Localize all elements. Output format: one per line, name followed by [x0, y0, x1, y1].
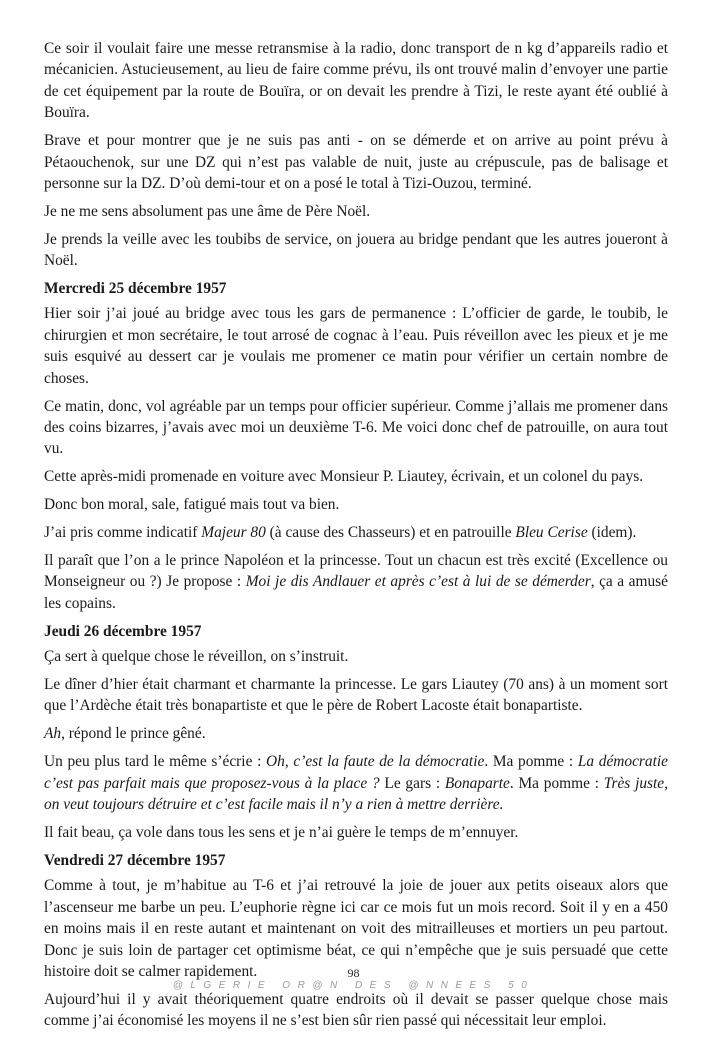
- paragraph: [44, 466, 668, 487]
- italic-run: Ah: [44, 725, 62, 743]
- text-run: Aujourd’hui il y avait théoriquement quatre endroits où il devait se passer quelque chose mais comme j’ai économisé les moyens il ne s’est bien sûr rien passé qui nécessitait leur emploi.: [44, 990, 668, 1030]
- italic-run: Très juste, on veut toujours détruire et c’est facile mais il n’y a rien à mettre derrière.: [44, 774, 668, 814]
- paragraph: [44, 989, 668, 1032]
- date-heading: [44, 850, 668, 871]
- page-body: [44, 38, 668, 1038]
- paragraph: [44, 646, 668, 667]
- paragraph: [44, 550, 668, 614]
- paragraph: [44, 674, 668, 717]
- italic-run: Moi je dis Andlauer et après c’est à lui de se démerder: [245, 573, 591, 591]
- paragraph: [44, 229, 668, 272]
- italic-run: Bleu Cerise: [515, 524, 588, 542]
- paragraph: [44, 303, 668, 389]
- text-run: Comme à tout, je m’habitue au T-6 et j’ai retrouvé la joie de jouer aux petits oiseaux alors que l’ascenseur me barbe un peu. L’euphorie règne ici car ce mois fut un mois record. Soit il y en a 450 en moins mais il en reste autant et maintenant on voit des mitrailleuses et mortiers un peu partout. Donc je suis loin de partager cet optimisme béat, ce qui n’empêche que je suis persuadé que cette histoire doit se calmer rapidement.: [44, 877, 668, 980]
- text-run: Je prends la veille avec les toubibs de service, on jouera au bridge pendant que les autres joueront à Noël.: [44, 230, 668, 270]
- page-number: 98: [347, 966, 360, 980]
- text-run: Donc bon moral, sale, fatigué mais tout va bien.: [44, 496, 340, 514]
- date-heading: [44, 278, 668, 299]
- date-heading: [44, 621, 668, 642]
- text-run: (idem).: [587, 524, 637, 542]
- text-run: Je ne me sens absolument pas une âme de Père Noël.: [44, 202, 371, 220]
- paragraph: [44, 751, 668, 815]
- italic-run: La démocratie c’est pas parfait mais que proposez-vous à la place ?: [44, 753, 668, 792]
- text-run: . Ma pomme :: [484, 753, 578, 771]
- text-run: . Ma pomme :: [509, 774, 604, 792]
- paragraph: [44, 822, 668, 843]
- text-run: J’ai pris comme indicatif: [44, 524, 202, 542]
- text-run: Brave et pour montrer que je ne suis pas anti - on se démerde et on arrive au point prévu à Pétaouchenok, sur une DZ qui n’est pas valable de nuit, juste au crépuscule, pas de balisage et personne sur la DZ. D’où demi-tour et on a posé le total à Tizi-Ouzou, terminé.: [44, 132, 668, 192]
- text-run: Mercredi 25 décembre 1957: [44, 280, 227, 298]
- italic-run: Oh, c’est la faute de la démocratie: [266, 753, 485, 771]
- text-run: Vendredi 27 décembre 1957: [44, 851, 226, 869]
- text-run: , répond le prince gêné.: [61, 725, 206, 743]
- running-footer: @LGERIE OR@N DES @NNEES 50: [172, 980, 535, 991]
- text-run: Ce soir il voulait faire une messe retransmise à la radio, donc transport de n kg d’appareils radio et mécanicien. Astucieusement, au lieu de faire comme prévu, ils ont trouvé malin d’envoyer une partie de cet équipement par la route de Bouïra, or on devait les prendre à Tizi, le reste ayant été oublié à Bouïra.: [44, 40, 668, 122]
- text-run: Hier soir j’ai joué au bridge avec tous les gars de permanence : L’officier de garde, le toubib, le chirurgien et mon secrétaire, le tout arrosé de cognac à l’eau. Puis réveillon avec les pieux et je me suis esquivé au dessert car je voulais me promener ce matin pour vérifier un certain nombre de choses.: [44, 305, 668, 387]
- italic-run: Bonaparte: [444, 774, 510, 792]
- text-run: Le gars :: [379, 774, 445, 792]
- text-run: Il paraît que l’on a le prince Napoléon et la princesse. Tout un chacun est très excité (Excellence ou Monseigneur ou ?) Je propose :: [44, 552, 668, 591]
- paragraph: [44, 201, 668, 222]
- text-run: Ça sert à quelque chose le réveillon, on s’instruit.: [44, 648, 349, 666]
- paragraph: [44, 130, 668, 194]
- text-run: , ça a amusé les copains.: [44, 573, 668, 612]
- text-run: Ce matin, donc, vol agréable par un temps pour officier supérieur. Comme j’allais me promener dans des coins bizarres, j’avais avec moi un deuxième T-6. Me voici donc chef de patrouille, on aura tout vu.: [44, 397, 668, 458]
- text-run: Le dîner d’hier était charmant et charmante la princesse. Le gars Liautey (70 ans) à un moment sort que l’Ardèche était très bonapartiste et que le père de Robert Lacoste était bonapartiste.: [44, 676, 668, 715]
- text-run: Jeudi 26 décembre 1957: [44, 622, 202, 640]
- paragraph: [44, 723, 668, 744]
- paragraph: [44, 522, 668, 543]
- text-run: (à cause des Chasseurs) et en patrouille: [265, 524, 516, 542]
- italic-run: Majeur 80: [201, 524, 266, 542]
- paragraph: [44, 396, 668, 460]
- text-run: Il fait beau, ça vole dans tous les sens et je n’ai guère le temps de m’ennuyer.: [44, 824, 519, 841]
- paragraph: [44, 38, 668, 124]
- text-run: Cette après-midi promenade en voiture avec Monsieur P. Liautey, écrivain, et un colonel du pays.: [44, 468, 644, 486]
- paragraph: [44, 494, 668, 515]
- text-run: Un peu plus tard le même s’écrie :: [44, 753, 267, 771]
